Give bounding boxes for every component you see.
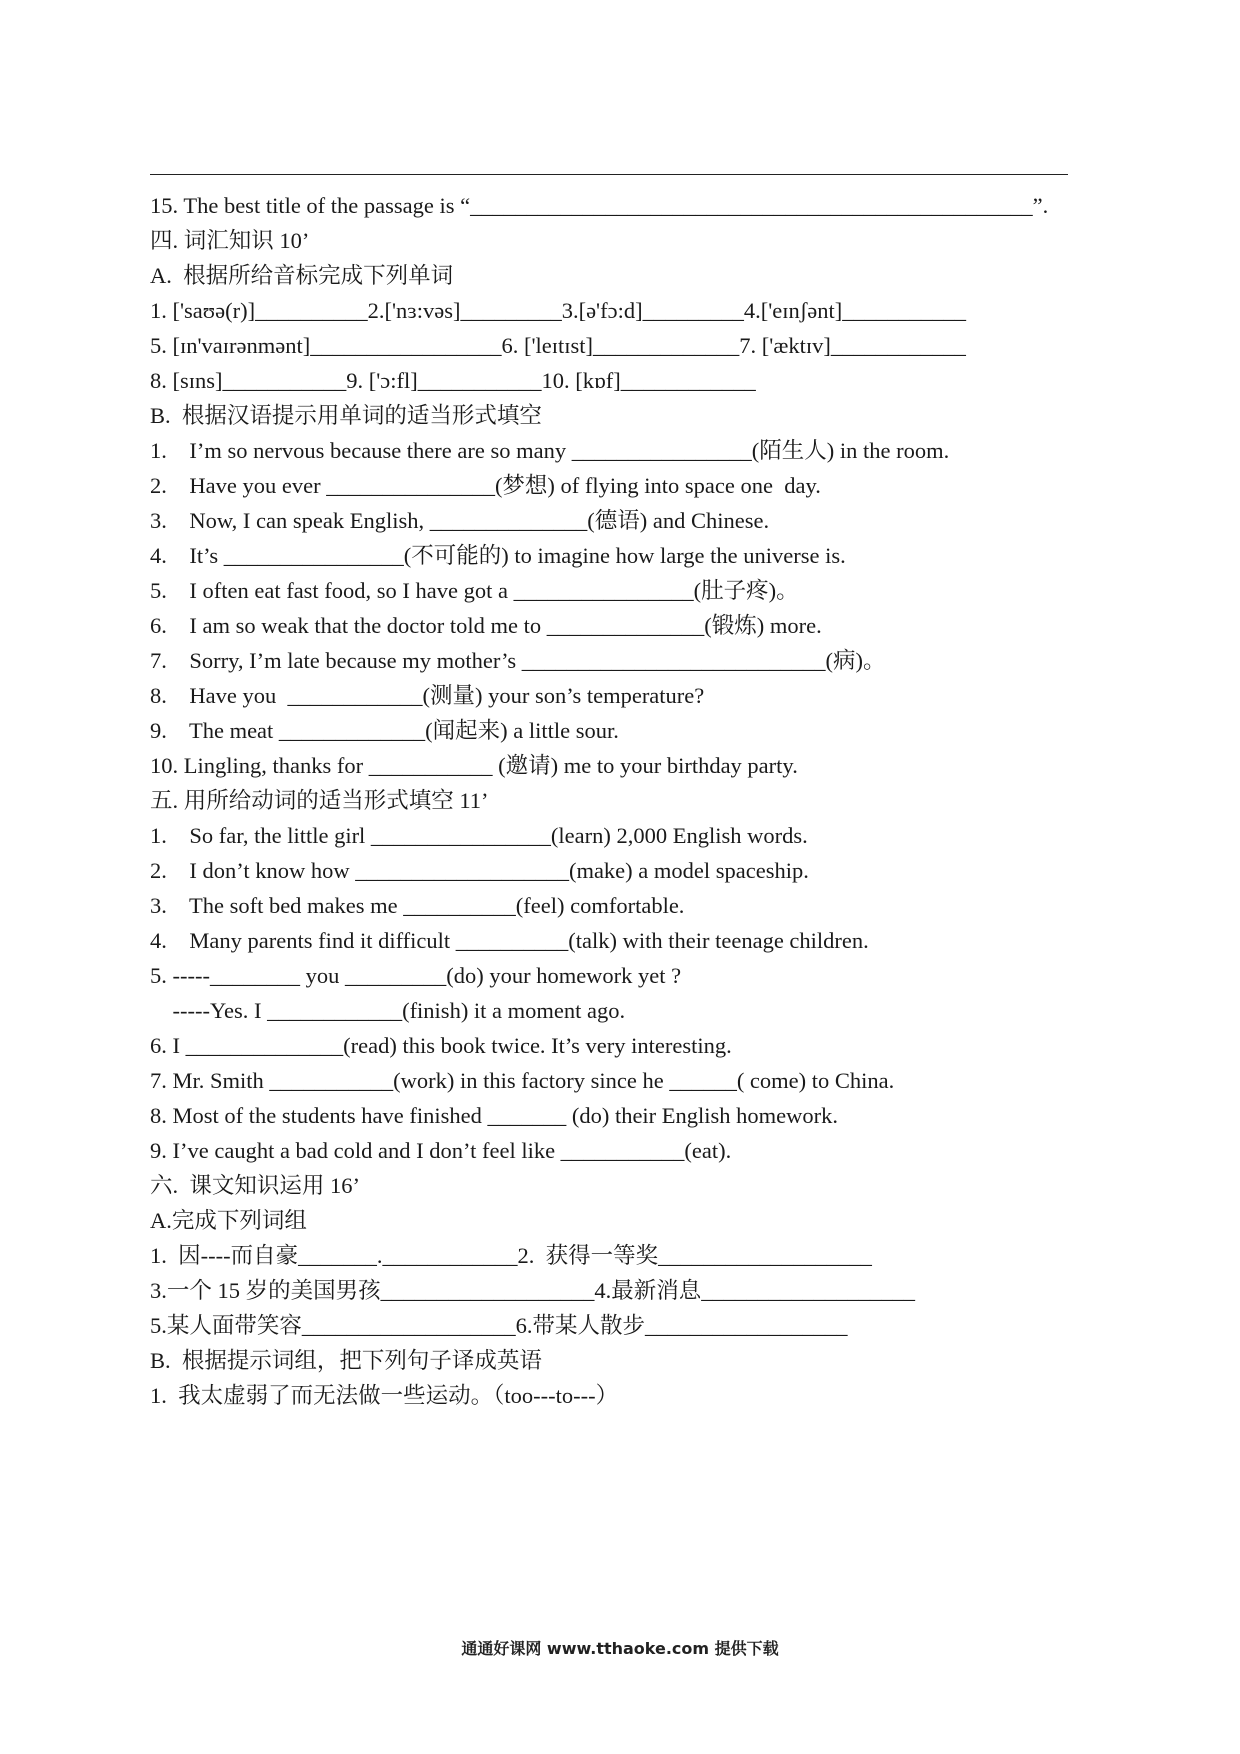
fill-item-10: 10. Lingling, thanks for ___________ (邀请) me to your birthday party. [150, 753, 798, 778]
fill-item-6: 6. I am so weak that the doctor told me to ______________(锻炼) more. [150, 613, 822, 638]
phonetic-row-1: 1. ['saʊə(r)]__________2.['nɜ:vəs]_________3.[ə'fɔ:d]_________4.['eɪnʃənt]___________ [150, 298, 966, 323]
part-b-heading: B. 根据汉语提示用单词的适当形式填空 [150, 403, 542, 428]
phrase-row-1: 1. 因----而自豪_______.____________2. 获得一等奖___________________ [150, 1243, 872, 1268]
phrase-row-3: 5.某人面带笑容___________________6.带某人散步__________________ [150, 1313, 848, 1338]
fill-item-5: 5. I often eat fast food, so I have got a ________________(肚子疼)。 [150, 578, 799, 603]
translate-item-1: 1. 我太虚弱了而无法做一些运动。（too---to---） [150, 1383, 619, 1408]
fill-item-9: 9. The meat _____________(闻起来) a little sour. [150, 718, 619, 743]
verb-item-2: 2. I don’t know how ___________________(make) a model spaceship. [150, 858, 809, 883]
fill-item-4: 4. It’s ________________(不可能的) to imagine how large the universe is. [150, 543, 846, 568]
verb-item-7: 7. Mr. Smith ___________(work) in this factory since he ______( come) to China. [150, 1068, 895, 1093]
page-footer: 通通好课网 www.tthaoke.com 提供下载 [461, 1639, 779, 1658]
fill-item-2: 2. Have you ever _______________(梦想) of flying into space one day. [150, 473, 821, 498]
verb-item-4: 4. Many parents find it difficult __________(talk) with their teenage children. [150, 928, 869, 953]
section-5-heading: 五. 用所给动词的适当形式填空 11’ [150, 788, 489, 813]
verb-item-5-reply: -----Yes. I ____________(finish) it a moment ago. [150, 998, 626, 1023]
verb-item-6: 6. I ______________(read) this book twice. It’s very interesting. [150, 1033, 732, 1058]
fill-item-3: 3. Now, I can speak English, ______________(德语) and Chinese. [150, 508, 770, 533]
section-4-heading: 四. 词汇知识 10’ [150, 228, 310, 253]
section-6-heading: 六. 课文知识运用 16’ [150, 1173, 360, 1198]
verb-item-8: 8. Most of the students have finished _______ (do) their English homework. [150, 1103, 839, 1128]
fill-item-1: 1. I’m so nervous because there are so many ________________(陌生人) in the room. [150, 438, 950, 463]
verb-item-5: 5. -----________ you _________(do) your homework yet ? [150, 963, 682, 988]
fill-item-8: 8. Have you ____________(测量) your son’s temperature? [150, 683, 705, 708]
fill-item-7: 7. Sorry, I’m late because my mother’s ___________________________(病)。 [150, 648, 886, 673]
answer-blank-line [150, 174, 1068, 175]
part-b-translate-heading: B. 根据提示词组，把下列句子译成英语 [150, 1348, 542, 1373]
verb-item-1: 1. So far, the little girl ________________(learn) 2,000 English words. [150, 823, 808, 848]
phonetic-row-2: 5. [ɪn'vaɪrənmənt]_________________6. ['leɪtɪst]_____________7. ['æktɪv]____________ [150, 333, 966, 358]
question-15-title: 15. The best title of the passage is “__________________________________________________”. [150, 193, 1049, 218]
verb-item-3: 3. The soft bed makes me __________(feel) comfortable. [150, 893, 685, 918]
verb-item-9: 9. I’ve caught a bad cold and I don’t feel like ___________(eat). [150, 1138, 732, 1163]
part-a-heading: A. 根据所给音标完成下列单词 [150, 263, 454, 288]
phrase-row-2: 3.一个 15 岁的美国男孩___________________4.最新消息___________________ [150, 1278, 916, 1303]
part-a-phrases-heading: A.完成下列词组 [150, 1208, 307, 1233]
phonetic-row-3: 8. [sɪns]___________9. ['ɔ:fl]___________10. [kɒf]____________ [150, 368, 756, 393]
